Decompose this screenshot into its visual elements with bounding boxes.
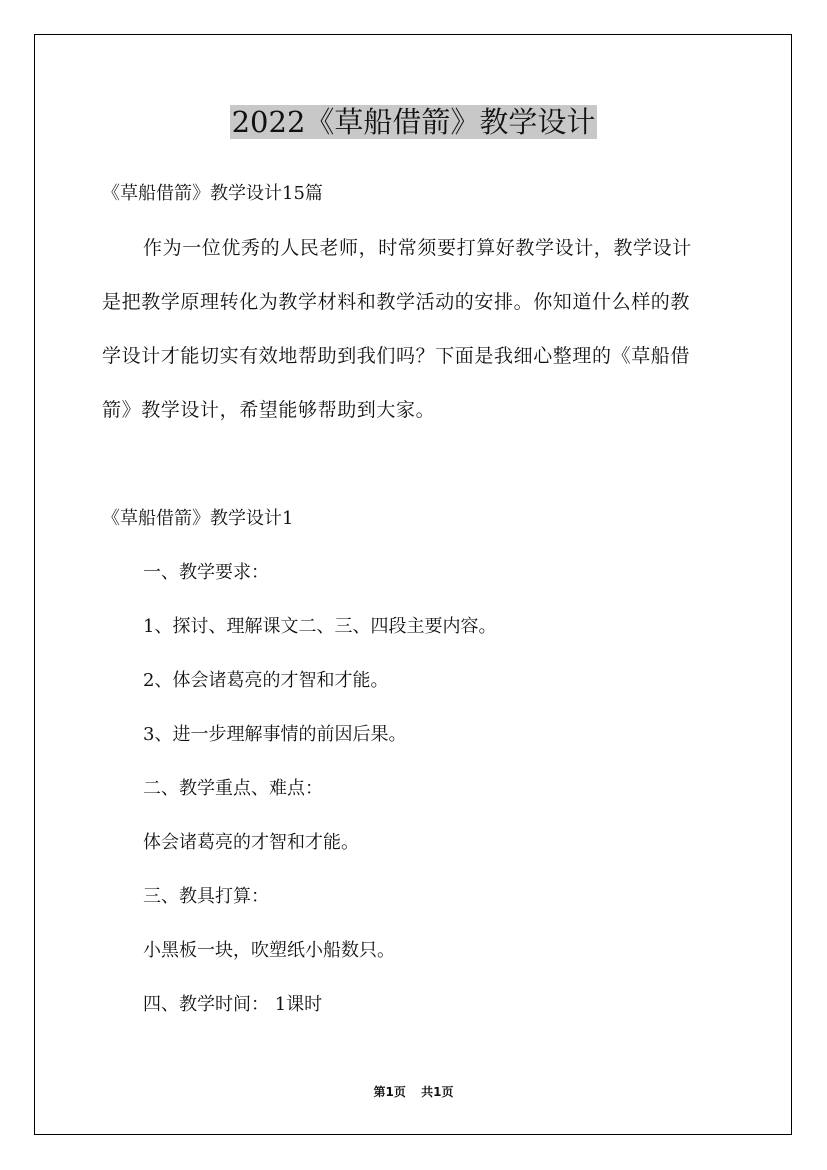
document-subtitle: 《草船借箭》教学设计15篇: [102, 183, 323, 204]
list-item: 一、教学要求：: [143, 562, 269, 583]
list-item: 体会诸葛亮的才智和才能。: [143, 832, 359, 853]
intro-line-2: 是把教学原理转化为教学材料和教学活动的安排。你知道什么样的教: [102, 291, 691, 313]
list-item: 四、教学时间： 1课时: [143, 994, 323, 1015]
document-title: 2022《草船借箭》教学设计: [231, 105, 596, 139]
intro-line-1: 作为一位优秀的人民老师，时常须要打算好教学设计，教学设计: [143, 237, 692, 259]
intro-line-4: 箭》教学设计，希望能够帮助到大家。: [102, 399, 436, 421]
list-item: 小黑板一块，吹塑纸小船数只。: [143, 940, 395, 961]
intro-line-3: 学设计才能切实有效地帮助到我们吗？下面是我细心整理的《草船借: [102, 345, 691, 367]
page-number: 第1页: [373, 1085, 406, 1099]
page-footer: [0, 1084, 827, 1100]
page-total: 共1页: [421, 1085, 454, 1099]
list-item: 3、进一步理解事情的前因后果。: [143, 724, 407, 745]
section-title: 《草船借箭》教学设计1: [102, 508, 294, 529]
list-item: 三、教具打算：: [143, 886, 269, 907]
list-item: 2、体会诸葛亮的才智和才能。: [143, 670, 389, 691]
list-item: 二、教学重点、难点：: [143, 778, 323, 799]
list-item: 1、探讨、理解课文二、三、四段主要内容。: [143, 616, 497, 637]
